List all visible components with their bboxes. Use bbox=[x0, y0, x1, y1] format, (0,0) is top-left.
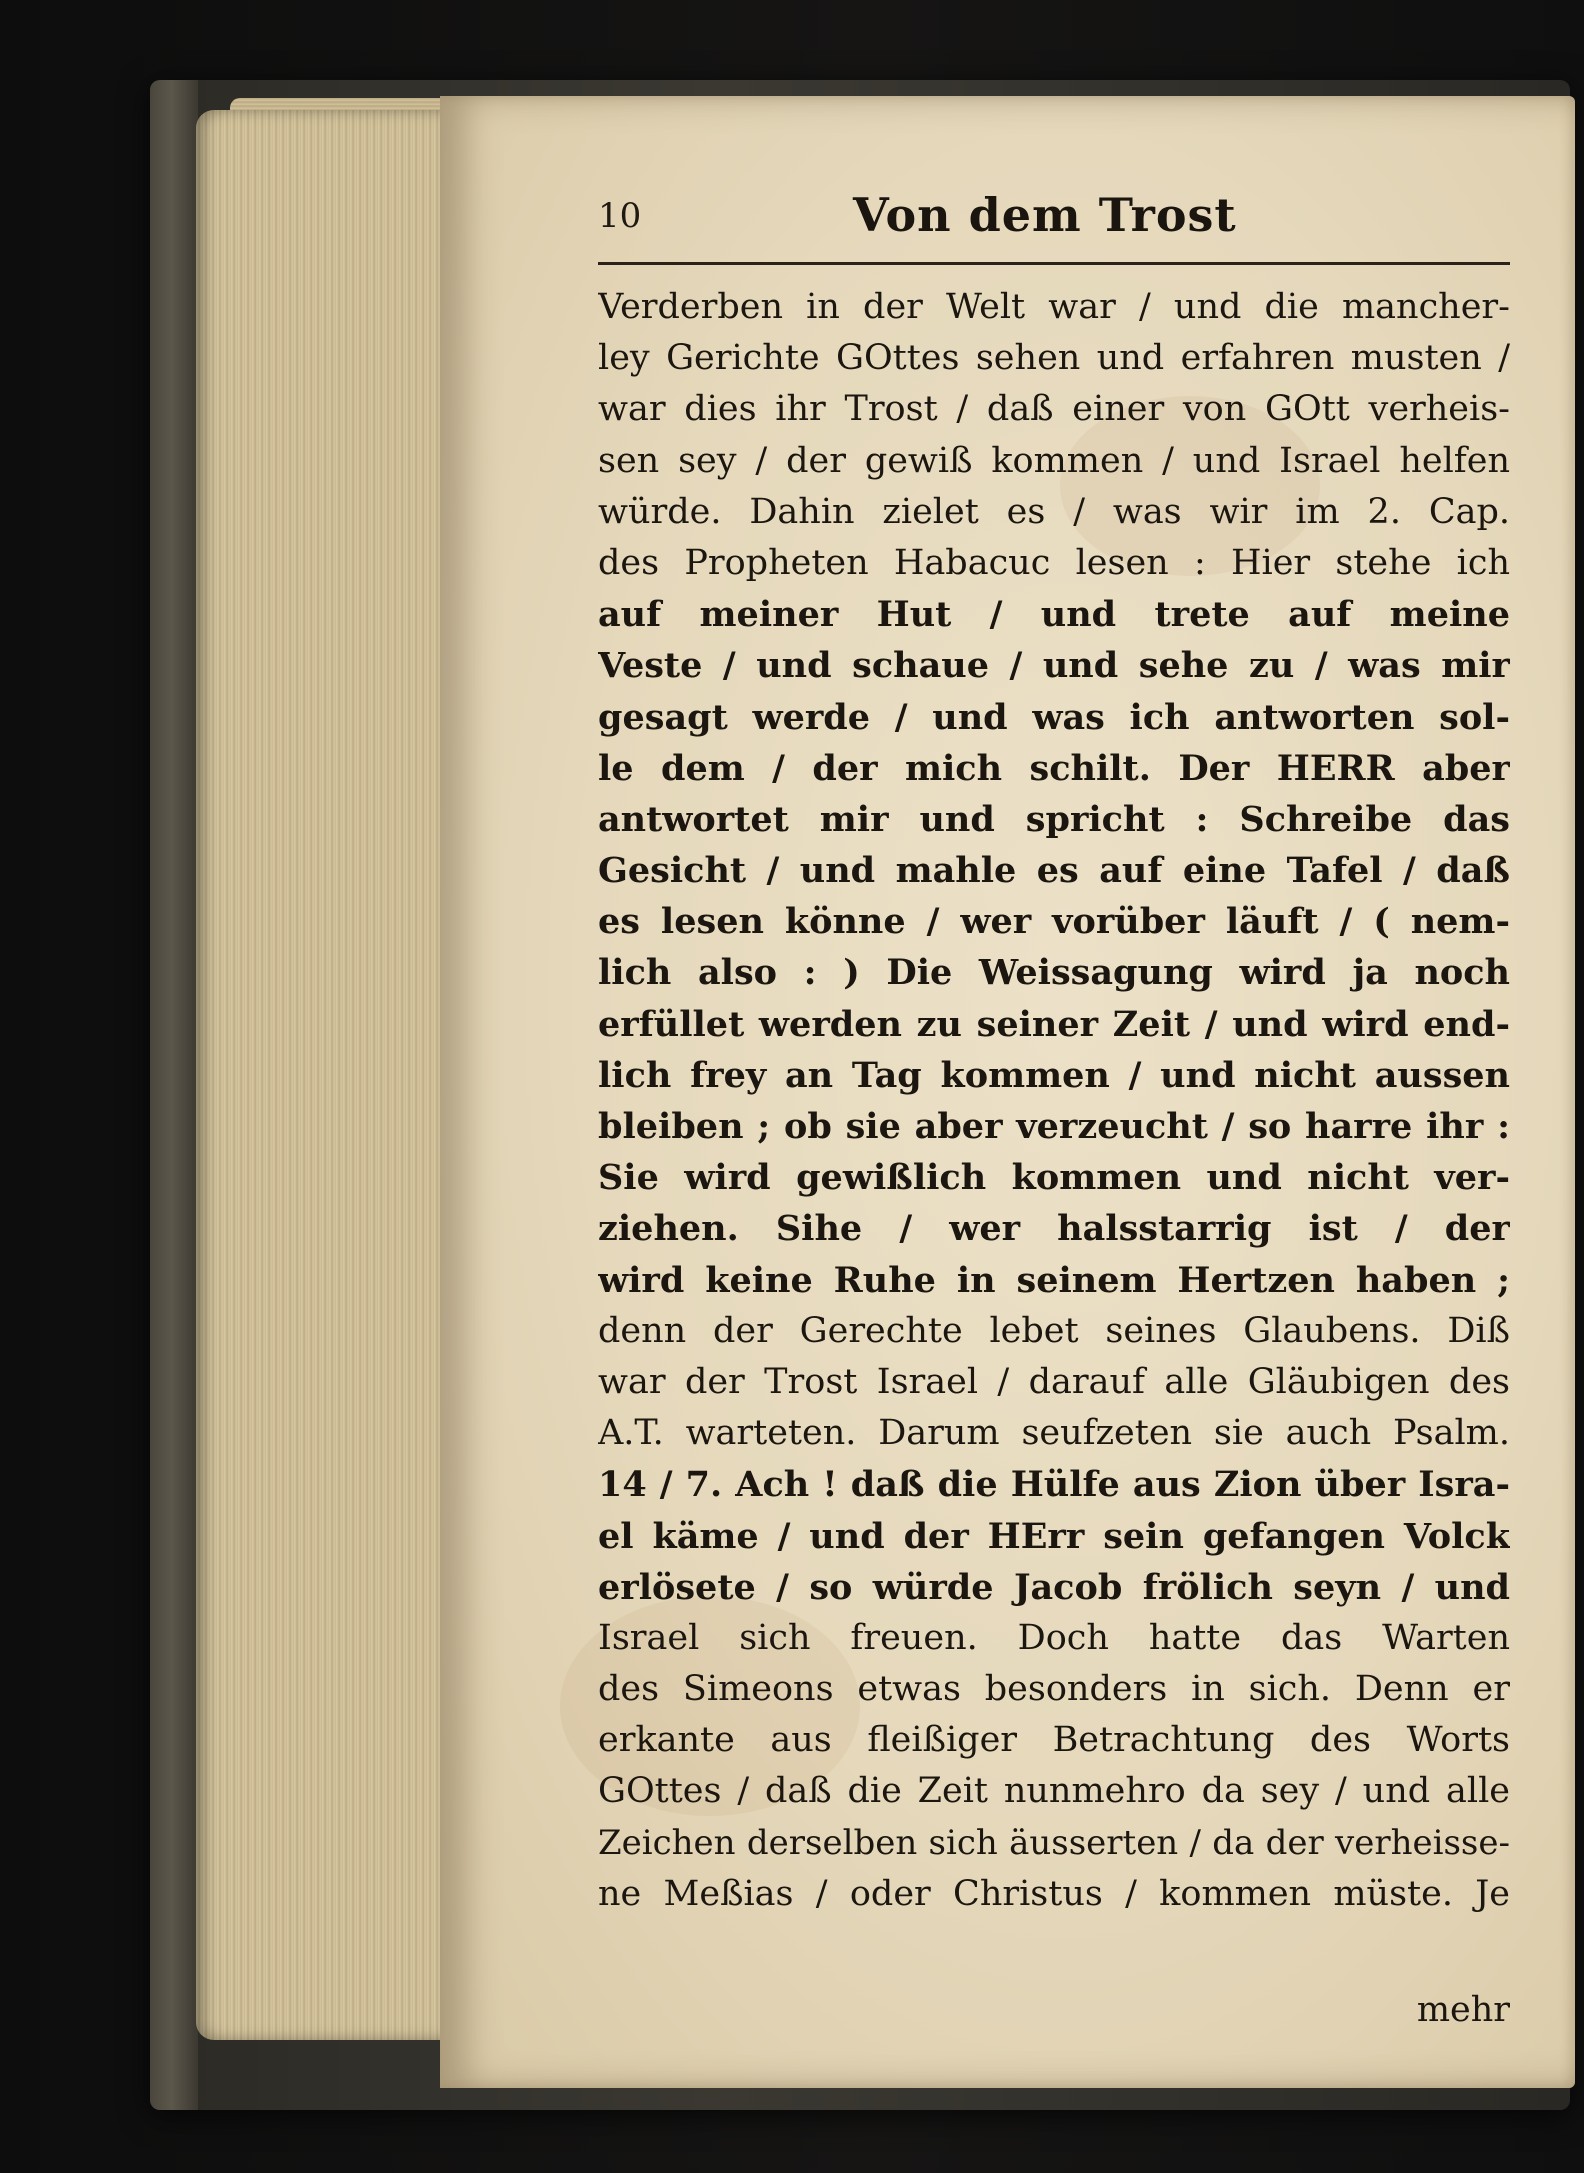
text-line: le dem / der mich schilt. Der HERR aber bbox=[598, 747, 1510, 789]
text-line: erfüllet werden zu seiner Zeit / und wird end- bbox=[598, 1003, 1510, 1045]
text-line: bleiben ; ob sie aber verzeucht / so harre ihr : bbox=[598, 1106, 1510, 1147]
catchword: mehr bbox=[1416, 1990, 1510, 2030]
text-line: des Simeons etwas besonders in sich. Denn er bbox=[598, 1669, 1510, 1710]
page-edges bbox=[196, 110, 446, 2040]
text-line: ne Meßias / oder Christus / kommen müste. Je bbox=[598, 1873, 1510, 1914]
text-line: GOttes / daß die Zeit nunmehro da sey / und alle bbox=[598, 1771, 1510, 1812]
text-line: Sie wird gewißlich kommen und nicht ver- bbox=[598, 1157, 1510, 1199]
text-line: des Propheten Habacuc lesen : Hier stehe ich bbox=[598, 542, 1510, 583]
text-line: Zeichen derselben sich äusserten / da der verheisse- bbox=[598, 1822, 1510, 1863]
text-line: Verderben in der Welt war / und die mancher- bbox=[598, 287, 1510, 327]
text-line: denn der Gerechte lebet seines Glaubens. Diß bbox=[598, 1310, 1510, 1351]
text-line: war dies ihr Trost / daß einer von GOtt verheis- bbox=[598, 389, 1510, 430]
text-line: lich also : ) Die Weissagung wird ja noch bbox=[598, 952, 1510, 994]
body-text bbox=[598, 282, 1510, 1920]
text-line: 14 / 7. Ach ! daß die Hülfe aus Zion über Isra- bbox=[598, 1464, 1510, 1506]
text-line: sen sey / der gewiß kommen / und Israel helfen bbox=[598, 440, 1510, 481]
text-line: erlösete / so würde Jacob frölich seyn / und bbox=[598, 1566, 1510, 1608]
text-line: A.T. warteten. Darum seufzeten sie auch Psalm. bbox=[598, 1413, 1510, 1454]
text-line: würde. Dahin zielet es / was wir im 2. Cap. bbox=[598, 491, 1510, 532]
text-line: gesagt werde / und was ich antworten sol- bbox=[598, 696, 1510, 738]
text-line: el käme / und der HErr sein gefangen Volck bbox=[598, 1515, 1510, 1557]
running-head: Von dem Trost bbox=[853, 188, 1237, 242]
text-line: Gesicht / und mahle es auf eine Tafel / daß bbox=[598, 850, 1510, 892]
text-line: lich frey an Tag kommen / und nicht aussen bbox=[598, 1054, 1510, 1096]
text-line: auf meiner Hut / und trete auf meine bbox=[598, 594, 1510, 636]
header-rule bbox=[598, 262, 1510, 265]
text-line: ziehen. Sihe / wer halsstarrig ist / der bbox=[598, 1208, 1510, 1250]
text-line: wird keine Ruhe in seinem Hertzen haben ; bbox=[598, 1259, 1510, 1301]
text-line: es lesen könne / wer vorüber läuft / ( nem- bbox=[598, 901, 1510, 943]
text-line: Veste / und schaue / und sehe zu / was mir bbox=[598, 645, 1510, 687]
text-line: Israel sich freuen. Doch hatte das Warten bbox=[598, 1617, 1510, 1658]
text-line: war der Trost Israel / darauf alle Gläubigen des bbox=[598, 1361, 1510, 1402]
text-line: ley Gerichte GOttes sehen und erfahren musten / bbox=[598, 338, 1510, 379]
page-number: 10 bbox=[598, 196, 642, 236]
text-line: erkante aus fleißiger Betrachtung des Worts bbox=[598, 1720, 1510, 1761]
book-spine bbox=[150, 80, 198, 2110]
page-header bbox=[598, 188, 1510, 258]
text-line: antwortet mir und spricht : Schreibe das bbox=[598, 798, 1510, 840]
